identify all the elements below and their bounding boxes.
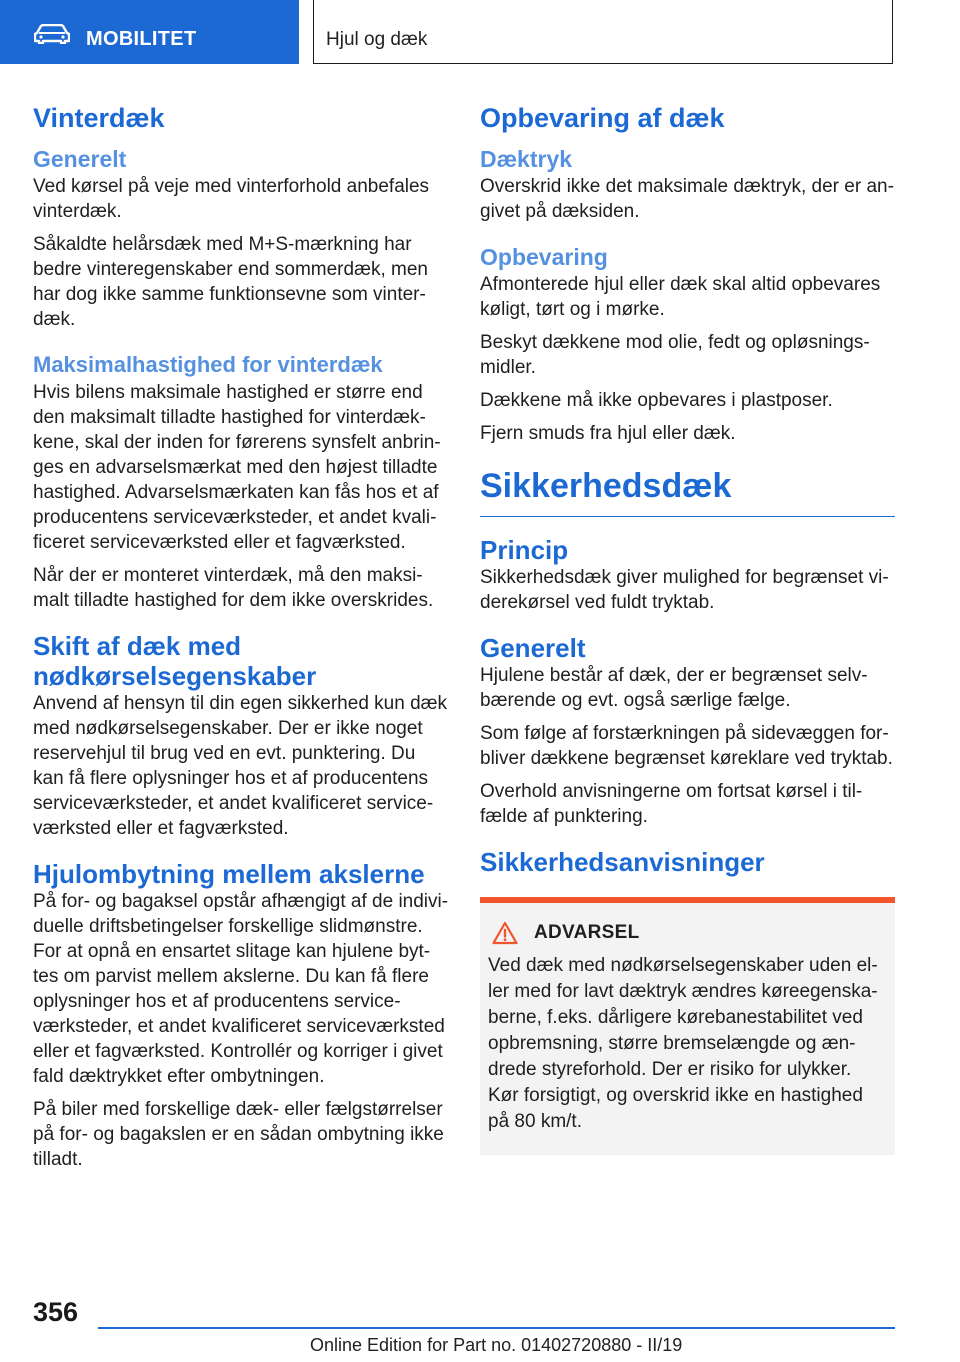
warning-triangle-icon: [492, 921, 518, 945]
warning-box: [480, 897, 895, 1155]
section-tab[interactable]: [0, 0, 299, 64]
chapter-tab[interactable]: [313, 0, 893, 64]
subheading-maksimalhastighed: Maksimalhastighed for vinterdæk: [33, 352, 383, 377]
heading-sikkerhedsanvisninger: Sikkerhedsanvisninger: [480, 847, 765, 877]
paragraph: Som følge af forstærkningen på sidevæggen for-bliver dækkene begrænset køreklare ved tryktab.: [480, 723, 893, 769]
subheading-daektryk: Dæktryk: [480, 146, 573, 172]
heading-sikkerhedsdaek: Sikkerhedsdæk: [480, 464, 895, 517]
paragraph: Ved kørsel på veje med vinterforhold anbefales vinterdæk.: [33, 176, 430, 222]
page-number: 356: [33, 1297, 79, 1327]
paragraph: Såkaldte helårsdæk med M+S-mærkning har bedre vinteregenskaber end sommerdæk, men har dog ikke samme funktionsevne som vinter-dæk.: [33, 234, 428, 330]
paragraph: Overskrid ikke det maksimale dæktryk, der er an-givet på dæksiden.: [480, 176, 894, 222]
warning-text: Ved dæk med nødkørselsegenskaber uden el-ler med for lavt dæktryk ændres køreegenska-berne, f.eks. dårligere kørebanestabilitet ved opbremsning, større bremselængde og æn-drede styreforhold. Der er risiko for ulykker. Kør forsigtigt, og overskrid ikke en hastighed på 80 km/t.: [488, 955, 878, 1132]
car-icon: [34, 24, 70, 44]
edition-note: Online Edition for Part no. 01402720880 - II/19: [310, 1335, 683, 1355]
paragraph: Anvend af hensyn til din egen sikkerhed kun dæk med nødkørselsegenskaber. Der er ikke noget reservehjul til brug ved en evt. punktering. Du kan få flere oplysninger hos et af producentens serviceværksteder, et andet kvalificeret service-værksted eller et fagværksted.: [33, 693, 448, 839]
subheading-opbevaring: Opbevaring: [480, 244, 608, 270]
heading-princip: Princip: [480, 535, 569, 565]
paragraph: Dækkene må ikke opbevares i plastposer.: [480, 390, 833, 411]
heading-opbevaring-af-daek: Opbevaring af dæk: [480, 103, 725, 133]
paragraph: Overhold anvisningerne om fortsat kørsel i til-fælde af punktering.: [480, 781, 863, 827]
paragraph: På biler med forskellige dæk- eller fælgstørrelser på for- og bagakslen er en sådan ombytning ikke tilladt.: [33, 1099, 444, 1170]
warning-header: [488, 921, 887, 945]
heading-generelt: Generelt: [480, 633, 586, 663]
right-column: [480, 100, 895, 1155]
section-label: MOBILITET: [86, 28, 197, 50]
left-column: [33, 100, 451, 1172]
heading-skift-af-daek: Skift af dæk med nødkørselsegenskaber: [33, 631, 317, 691]
paragraph: Beskyt dækkene mod olie, fedt og opløsnings-midler.: [480, 332, 870, 378]
footer-divider: [98, 1327, 895, 1329]
paragraph: Når der er monteret vinterdæk, må den maksi-malt tilladte hastighed for dem ikke overskrides.: [33, 565, 434, 611]
paragraph: Sikkerhedsdæk giver mulighed for begrænset vi-derekørsel ved fuldt tryktab.: [480, 567, 889, 613]
paragraph: Hjulene består af dæk, der er begrænset selv-bærende og evt. også særlige fælge.: [480, 665, 868, 711]
paragraph: Hvis bilens maksimale hastighed er større end den maksimalt tilladte hastighed for vinterdæk-kene, skal der inden for førerens synsfelt anbrin-ges en advarselsmærkat med den højest tilladte hastighed. Advarselsmærkaten kan fås hos et af producentens serviceværksteder, et andet kvali-ficeret serviceværksted eller et fagværksted.: [33, 382, 441, 553]
heading-hjulombytning: Hjulombytning mellem akslerne: [33, 859, 425, 889]
paragraph: På for- og bagaksel opstår afhængigt af de indivi-duelle driftsbetingelser forskellige slidmønstre. For at opnå en ensartet slitage kan hjulene byt-tes om parvist mellem akslerne. Du kan få flere oplysninger hos et af producentens service-værksteder, et andet kvalificeret serviceværksted eller et fagværksted. Kontrollér og korriger i givet fald dæktrykket efter ombytningen.: [33, 891, 449, 1087]
paragraph: Fjern smuds fra hjul eller dæk.: [480, 423, 736, 444]
warning-title: ADVARSEL: [534, 922, 640, 943]
chapter-label: Hjul og dæk: [326, 29, 428, 50]
subheading-generelt: Generelt: [33, 146, 127, 172]
heading-vinterdaek: Vinterdæk: [33, 103, 165, 133]
paragraph: Afmonterede hjul eller dæk skal altid opbevares køligt, tørt og i mørke.: [480, 274, 881, 320]
